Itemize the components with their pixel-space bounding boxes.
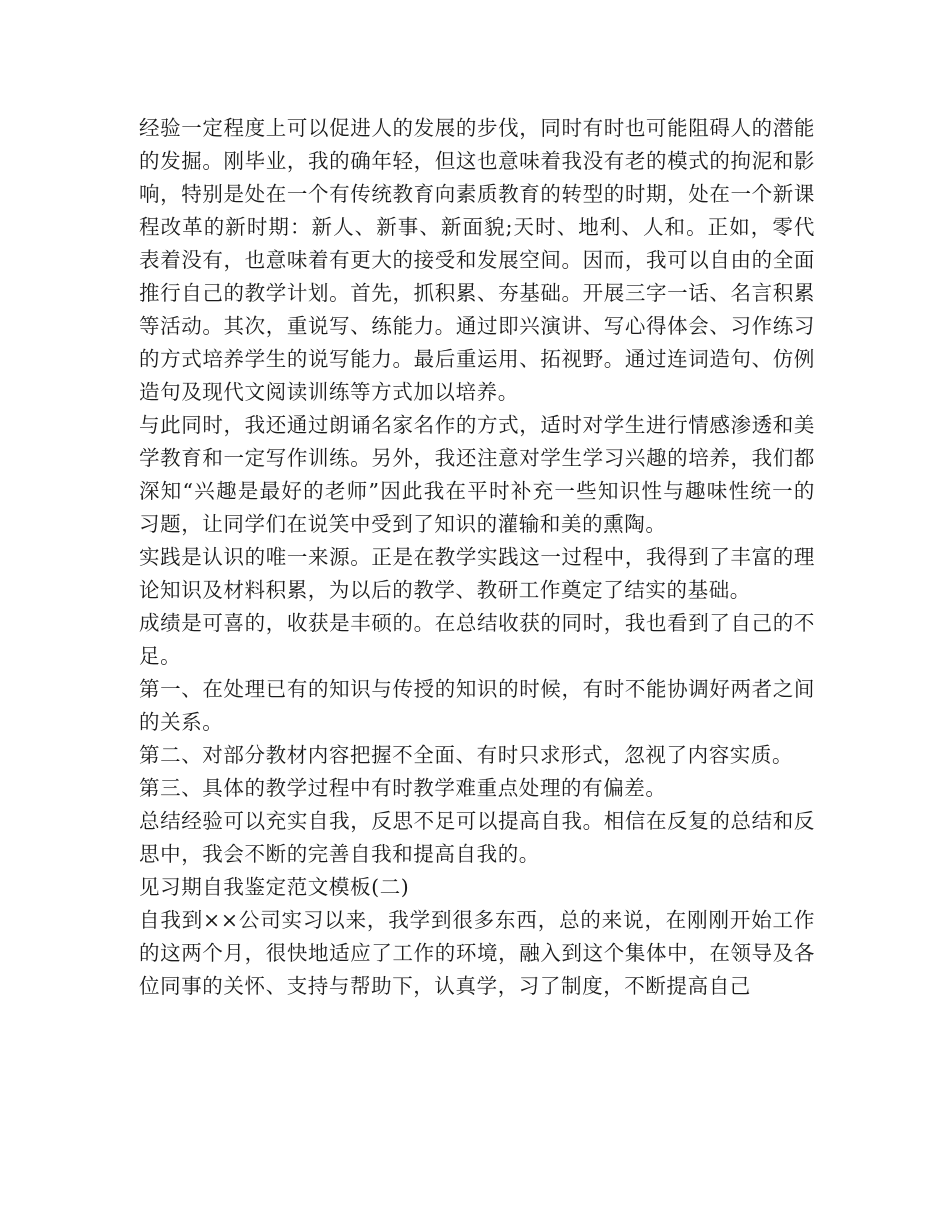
- paragraph-achievements: 成绩是可喜的，收获是丰硕的。在总结收获的同时，我也看到了自己的不足。: [139, 611, 815, 668]
- paragraph-shortcoming-2: 第二、对部分教材内容把握不全面、有时只求形式，忽视了内容实质。: [139, 743, 794, 767]
- paragraph-shortcoming-1: 第一、在处理已有的知识与传授的知识的时候，有时不能协调好两者之间的关系。: [139, 677, 815, 734]
- paragraph-summary: 总结经验可以充实自我，反思不足可以提高自我。相信在反复的总结和反思中，我会不断的完善自我和提高自我的。: [139, 809, 815, 866]
- paragraph-practice: 实践是认识的唯一来源。正是在教学实践这一过程中，我得到了丰富的理论知识及材料积累，为以后的教学、教研工作奠定了结实的基础。: [139, 545, 815, 602]
- paragraph-meanwhile: 与此同时，我还通过朗诵名家名作的方式，适时对学生进行情感渗透和美学教育和一定写作训练。另外，我还注意对学生学习兴趣的培养，我们都深知“兴趣是最好的老师”因此我在平时补充一些知识性与趣味性统一的习题，让同学们在说笑中受到了知识的灌输和美的熏陶。: [139, 413, 815, 536]
- paragraph-experience: 经验一定程度上可以促进人的发展的步伐，同时有时也可能阻碍人的潜能的发掘。刚毕业，我的确年轻，但这也意味着我没有老的模式的拘泥和影响，特别是处在一个有传统教育向素质教育的转型的时期，处在一个新课程改革的新时期：新人、新事、新面貌;天时、地利、人和。正如，零代表着没有，也意味着有更大的接受和发展空间。因而，我可以自由的全面推行自己的教学计划。首先，抓积累、夯基础。开展三字一话、名言积累等活动。其次，重说写、练能力。通过即兴演讲、写心得体会、习作练习的方式培养学生的说写能力。最后重运用、拓视野。通过连词造句、仿例造句及现代文阅读训练等方式加以培养。: [139, 116, 815, 404]
- section-heading: 见习期自我鉴定范文模板(二): [139, 875, 410, 899]
- paragraph-internship: 自我到××公司实习以来，我学到很多东西，总的来说，在刚刚开始工作的这两个月，很快地适应了工作的环境，融入到这个集体中，在领导及各位同事的关怀、支持与帮助下，认真学，习了制度，不断提高自己: [139, 908, 815, 998]
- document-page: [139, 112, 815, 1003]
- paragraph-shortcoming-3: 第三、具体的教学过程中有时教学难重点处理的有偏差。: [139, 776, 667, 800]
